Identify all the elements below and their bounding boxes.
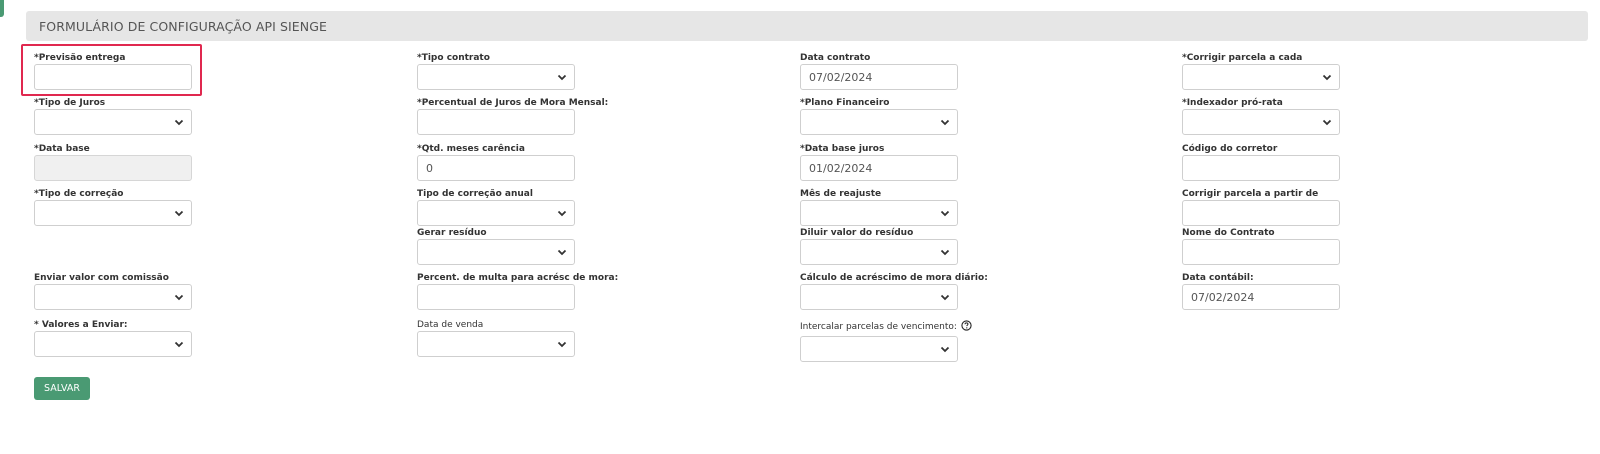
page-title: FORMULÁRIO DE CONFIGURAÇÃO API SIENGE: [39, 18, 328, 34]
label-tipo-correcao-anual: Tipo de correção anual: [417, 189, 533, 199]
label-plano-financeiro: *Plano Financeiro: [800, 98, 890, 108]
label-intercalar-parcelas-wrap: [800, 320, 972, 333]
percent-multa-input[interactable]: [417, 284, 575, 310]
label-previsao-entrega: *Previsão entrega: [34, 53, 126, 63]
chevron-down-icon: [939, 207, 951, 219]
label-gerar-residuo: Gerar resíduo: [417, 228, 487, 238]
label-data-base: *Data base: [34, 144, 90, 154]
label-indexador-pro-rata: *Indexador pró-rata: [1182, 98, 1283, 108]
tipo-juros-select[interactable]: [34, 109, 192, 135]
chevron-down-icon: [556, 338, 568, 350]
label-data-contrato: Data contrato: [800, 53, 871, 63]
chevron-down-icon: [1321, 116, 1333, 128]
percentual-juros-mora-input[interactable]: [417, 109, 575, 135]
plano-financeiro-select[interactable]: [800, 109, 958, 135]
codigo-corretor-input[interactable]: [1182, 155, 1340, 181]
chevron-down-icon: [939, 246, 951, 258]
chevron-down-icon: [939, 291, 951, 303]
label-intercalar-parcelas: Intercalar parcelas de vencimento:: [800, 322, 957, 332]
calculo-acrescimo-mora-select[interactable]: [800, 284, 958, 310]
save-button[interactable]: SALVAR: [34, 377, 90, 400]
chevron-down-icon: [173, 338, 185, 350]
data-venda-select[interactable]: [417, 331, 575, 357]
intercalar-parcelas-select[interactable]: [800, 336, 958, 362]
label-calculo-acrescimo-mora: Cálculo de acréscimo de mora diário:: [800, 273, 988, 283]
diluir-valor-residuo-select[interactable]: [800, 239, 958, 265]
label-mes-reajuste: Mês de reajuste: [800, 189, 882, 199]
chevron-down-icon: [556, 246, 568, 258]
tipo-correcao-select[interactable]: [34, 200, 192, 226]
label-enviar-valor-comissao: Enviar valor com comissão: [34, 273, 169, 283]
chevron-down-icon: [173, 116, 185, 128]
gerar-residuo-select[interactable]: [417, 239, 575, 265]
form-header: [26, 11, 1588, 41]
valores-enviar-select[interactable]: [34, 331, 192, 357]
previsao-entrega-input[interactable]: [34, 64, 192, 90]
corrigir-parcela-partir-input[interactable]: [1182, 200, 1340, 226]
label-percentual-juros-mora: *Percentual de Juros de Mora Mensal:: [417, 98, 609, 108]
label-diluir-valor-residuo: Diluir valor do resíduo: [800, 228, 914, 238]
chevron-down-icon: [939, 116, 951, 128]
chevron-down-icon: [939, 343, 951, 355]
label-data-contabil: Data contábil:: [1182, 273, 1254, 283]
label-valores-enviar: * Valores a Enviar:: [34, 320, 128, 330]
qtd-meses-carencia-value: 0: [426, 162, 433, 175]
label-corrigir-parcela-cada: *Corrigir parcela a cada: [1182, 53, 1303, 63]
label-qtd-meses-carencia: *Qtd. meses carência: [417, 144, 525, 154]
question-circle-icon[interactable]: [961, 320, 972, 331]
label-data-venda: Data de venda: [417, 320, 484, 330]
chevron-down-icon: [173, 291, 185, 303]
chevron-down-icon: [556, 207, 568, 219]
tipo-contrato-select[interactable]: [417, 64, 575, 90]
mes-reajuste-select[interactable]: [800, 200, 958, 226]
label-tipo-contrato: *Tipo contrato: [417, 53, 490, 63]
left-accent-bar: [0, 0, 4, 17]
label-percent-multa: Percent. de multa para acrésc de mora:: [417, 273, 619, 283]
indexador-pro-rata-select[interactable]: [1182, 109, 1340, 135]
label-data-base-juros: *Data base juros: [800, 144, 885, 154]
chevron-down-icon: [173, 207, 185, 219]
data-base-input[interactable]: [34, 155, 192, 181]
data-contabil-input[interactable]: [1182, 284, 1340, 310]
data-contrato-input[interactable]: [800, 64, 958, 90]
chevron-down-icon: [1321, 71, 1333, 83]
qtd-meses-carencia-input[interactable]: [417, 155, 575, 181]
data-base-juros-input[interactable]: [800, 155, 958, 181]
tipo-correcao-anual-select[interactable]: [417, 200, 575, 226]
label-tipo-juros: *Tipo de Juros: [34, 98, 106, 108]
enviar-valor-comissao-select[interactable]: [34, 284, 192, 310]
chevron-down-icon: [556, 71, 568, 83]
label-corrigir-parcela-partir: Corrigir parcela a partir de: [1182, 189, 1319, 199]
data-contabil-value: 07/02/2024: [1191, 291, 1255, 304]
label-codigo-corretor: Código do corretor: [1182, 144, 1278, 154]
nome-contrato-input[interactable]: [1182, 239, 1340, 265]
label-tipo-correcao: *Tipo de correção: [34, 189, 124, 199]
corrigir-parcela-cada-select[interactable]: [1182, 64, 1340, 90]
label-nome-contrato: Nome do Contrato: [1182, 228, 1275, 238]
data-base-juros-value: 01/02/2024: [809, 162, 873, 175]
data-contrato-value: 07/02/2024: [809, 71, 873, 84]
